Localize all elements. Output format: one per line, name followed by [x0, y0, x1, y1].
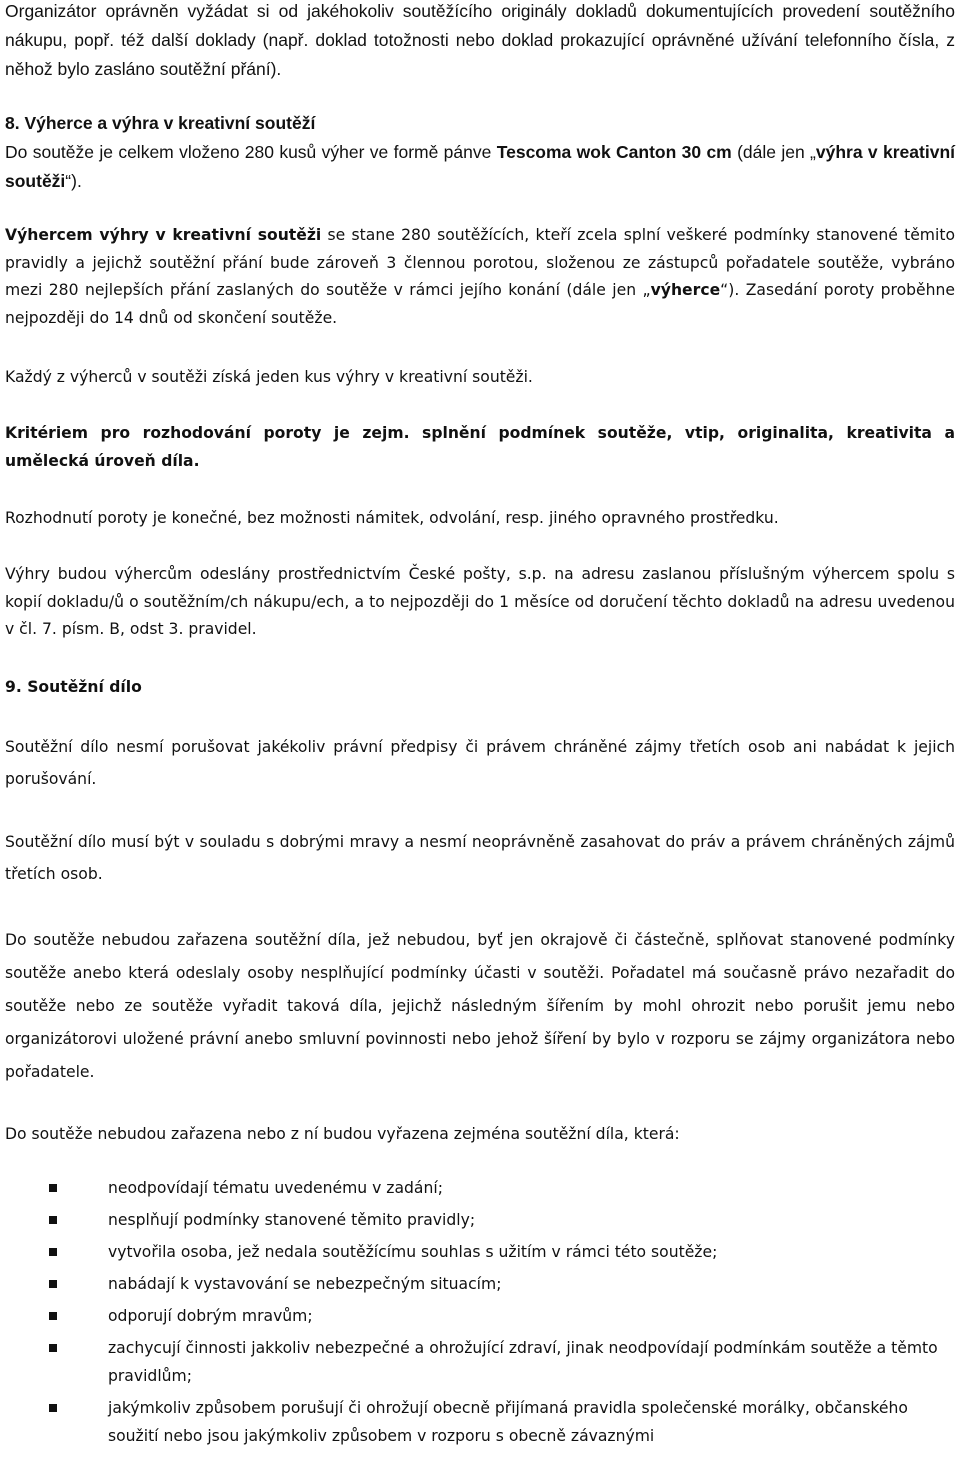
paragraph-jury-decision: Rozhodnutí poroty je konečné, bez možnosti námitek, odvolání, resp. jiného opravného prostředku.: [5, 509, 779, 527]
text: (dále jen „: [731, 142, 816, 162]
paragraph-excluded-works-intro: Do soutěže nebudou zařazena nebo z ní budou vyřazena zejména soutěžní díla, která:: [5, 1125, 680, 1143]
list-item: [5, 1175, 955, 1203]
excluded-works-list: [5, 1175, 955, 1455]
paragraph-work-exclusion: Do soutěže nebudou zařazena soutěžní díla, jež nebudou, byť jen okrajově či částečně, splňovat stanovené podmínky soutěže anebo která odeslaly osoby nesplňující podmínky účasti v soutěži. Pořadatel má současně právo nezařadit do soutěže nebo ze soutěže vyřadit taková díla, jejichž následným šířením by mohl ohrozit nebo porušit jemu nebo organizátorovi uložené právní anebo smluvní povinnosti nebo jehož šíření by bylo v rozporu se zájmy organizátora nebo pořadatele.: [5, 931, 955, 1081]
list-item-text: zachycují činnosti jakkoliv nebezpečné a ohrožující zdraví, jinak neodpovídají podmínkám soutěže a těmto pravidlům;: [108, 1339, 938, 1385]
list-item: [5, 1303, 955, 1331]
paragraph-each-winner: Každý z výherců v soutěži získá jeden kus výhry v kreativní soutěži.: [5, 368, 533, 386]
list-item: [5, 1207, 955, 1235]
list-item: [5, 1335, 955, 1390]
list-item: [5, 1271, 955, 1299]
bullet-square-icon: [49, 1312, 57, 1320]
bullet-square-icon: [49, 1216, 57, 1224]
bullet-square-icon: [49, 1248, 57, 1256]
defined-term-winner: výherce: [650, 281, 721, 299]
list-item-text: jakýmkoliv způsobem porušují či ohrožují obecně přijímaná pravidla společenské morálky, občanského soužití nebo jsou jakýmkoliv způsobem v rozporu s obecně závaznými: [108, 1399, 908, 1445]
prize-product-name: Tescoma wok Canton 30 cm: [496, 142, 732, 162]
list-item-text: odporují dobrým mravům;: [108, 1307, 313, 1326]
paragraph-prize-delivery: Výhry budou výhercům odeslány prostřednictvím České pošty, s.p. na adresu zaslanou příslušným výhercem spolu s kopií dokladu/ů o soutěžním/ch nákupu/ech, a to nejpozději do 1 měsíce od doručení těchto dokladů na adresu uvedenou v čl. 7. písm. B, odst 3. pravidel.: [5, 565, 955, 638]
paragraph-organizer-rights: Organizátor oprávněn vyžádat si od jakéhokoliv soutěžícího originály dokladů dokumentujících provedení soutěžního nákupu, popř. též další doklady (např. doklad totožnosti nebo doklad prokazující oprávněné užívání telefonního čísla, z něhož bylo zasláno soutěžní přání).: [5, 1, 955, 79]
paragraph-work-morals: Soutěžní dílo musí být v souladu s dobrými mravy a nesmí neoprávněně zasahovat do práv a právem chráněných zájmů třetích osob.: [5, 833, 955, 883]
paragraph-work-legal: Soutěžní dílo nesmí porušovat jakékoliv právní předpisy či právem chráněné zájmy třetích osob ani nabádat k jejich porušování.: [5, 738, 955, 788]
paragraph-prize-count: [5, 138, 955, 196]
defined-term-prize: výhra v kreativní soutěži: [5, 142, 955, 191]
list-item-text: neodpovídají tématu uvedenému v zadání;: [108, 1179, 443, 1197]
defined-term-winner-prize: Výhercem výhry v kreativní soutěži: [5, 226, 322, 244]
list-item-text: nesplňují podmínky stanovené těmito pravidly;: [108, 1211, 476, 1230]
text: Do soutěže je celkem vloženo 280 kusů výher ve formě pánve: [5, 142, 497, 162]
text: “).: [65, 171, 82, 191]
bullet-square-icon: [49, 1404, 57, 1412]
section-9-heading: 9. Soutěžní dílo: [5, 678, 142, 696]
bullet-square-icon: [49, 1280, 57, 1288]
section-8-heading: 8. Výherce a výhra v kreativní soutěží: [5, 113, 316, 133]
text: “). Zasedání poroty proběhne nejpozději do 14 dnů od skončení soutěže.: [5, 281, 955, 327]
paragraph-jury-criteria: Kritériem pro rozhodování poroty je zejm. splnění podmínek soutěže, vtip, originalita, kreativita a umělecká úroveň díla.: [5, 424, 955, 470]
list-item: [5, 1395, 955, 1450]
list-item-text: vytvořila osoba, jež nedala soutěžícímu souhlas s užitím v rámci této soutěže;: [108, 1243, 718, 1262]
bullet-square-icon: [49, 1344, 57, 1352]
bullet-square-icon: [49, 1184, 57, 1192]
list-item: [5, 1239, 955, 1267]
text: se stane 280 soutěžících, kteří zcela splní veškeré podmínky stanovené těmito pravidly a jejichž soutěžní přání bude zároveň 3 člennou porotou, složenou ze zástupců pořadatele soutěže, vybráno mezi 280 nejlepších přání zaslaných do soutěže v rámci jejího konání (dále jen „: [5, 226, 955, 299]
paragraph-winner-definition: [5, 222, 955, 332]
list-item-text: nabádají k vystavování se nebezpečným situacím;: [108, 1275, 502, 1294]
